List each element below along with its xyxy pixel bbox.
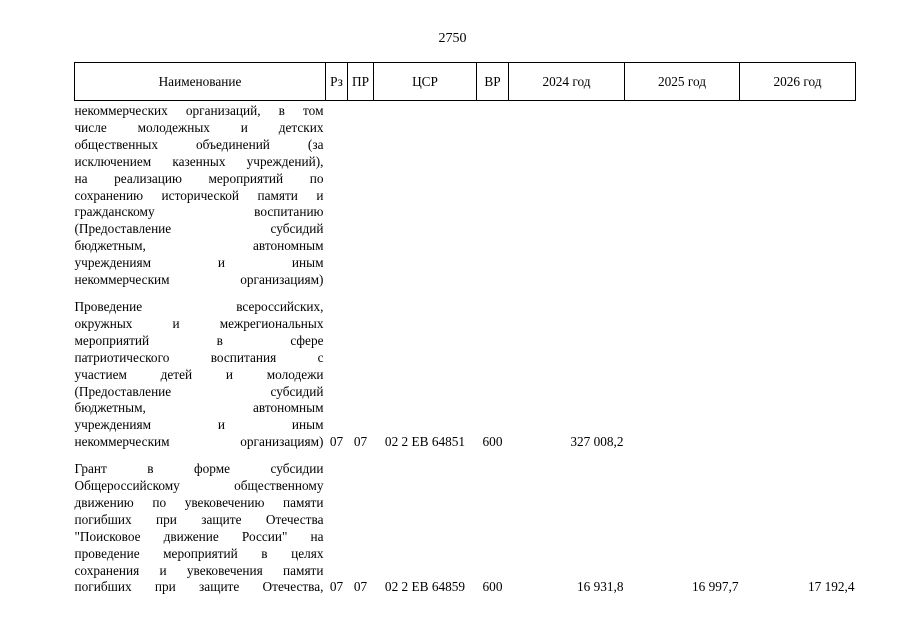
- header-csr: ЦСР: [374, 63, 477, 101]
- row-2025: [625, 289, 740, 451]
- name-line: гражданскому воспитанию: [74, 204, 324, 220]
- name-line: (Предоставление субсидий: [74, 383, 324, 399]
- row-name: [75, 101, 326, 289]
- name-line: "Поисковое движение России" на: [74, 528, 324, 544]
- name-line: числе молодежных и детских: [74, 119, 324, 135]
- name-line: проведение мероприятий в целях: [74, 545, 324, 561]
- row-pr: 07: [353, 579, 368, 595]
- name-line: некоммерческим организациям): [74, 434, 324, 450]
- header-2024: 2024 год: [509, 63, 625, 101]
- name-line: Общероссийскому общественному: [74, 478, 324, 494]
- header-pr: ПР: [348, 63, 374, 101]
- name-line: на реализацию мероприятий по: [74, 170, 324, 186]
- budget-table: [74, 62, 856, 596]
- name-line: (Предоставление субсидий: [74, 221, 324, 237]
- name-line: сохранению исторической памяти и: [74, 187, 324, 203]
- name-line: патриотического воспитания с: [74, 349, 324, 365]
- row-pr: 07: [353, 434, 368, 450]
- name-line: окружных и межрегиональных: [74, 315, 324, 331]
- header-name: Наименование: [75, 63, 326, 101]
- table-row: [75, 101, 856, 289]
- page-number: 2750: [438, 31, 467, 46]
- name-line: погибших при защите Отечества: [74, 511, 324, 527]
- table-row: [75, 289, 856, 451]
- row-rz: [326, 101, 348, 289]
- name-line: исключением казенных учреждений),: [74, 153, 324, 169]
- row-2026: 17 192,4: [807, 579, 855, 595]
- header-2025: 2025 год: [625, 63, 740, 101]
- table-row: [75, 451, 856, 596]
- row-2025: [625, 101, 740, 289]
- row-2024: 16 931,8: [576, 579, 624, 595]
- header-rz: Рз: [326, 63, 348, 101]
- row-pr: [348, 101, 374, 289]
- row-2026: [740, 101, 856, 289]
- name-line: Грант в форме субсидии: [74, 461, 324, 477]
- row-vr: [477, 101, 509, 289]
- row-vr: 600: [482, 579, 503, 595]
- row-rz: 07: [329, 579, 344, 595]
- row-vr: 600: [482, 434, 503, 450]
- name-line: Проведение всероссийских,: [74, 298, 324, 314]
- row-name: [75, 451, 326, 596]
- name-line: сохранения и увековечения памяти: [74, 562, 324, 578]
- row-csr: [374, 101, 477, 289]
- name-line: движению по увековечению памяти: [74, 494, 324, 510]
- header-2026: 2026 год: [740, 63, 856, 101]
- name-line: некоммерческим организациям): [74, 272, 324, 288]
- row-csr: 02 2 ЕВ 64859: [384, 579, 466, 595]
- header-vr: ВР: [477, 63, 509, 101]
- name-line: учреждениям и иным: [74, 417, 324, 433]
- name-line: учреждениям и иным: [74, 255, 324, 271]
- name-line: бюджетным, автономным: [74, 238, 324, 254]
- name-line: погибших при защите Отечества,: [74, 579, 324, 595]
- table-header-row: [75, 63, 856, 101]
- row-2025: 16 997,7: [691, 579, 739, 595]
- name-line: бюджетным, автономным: [74, 400, 324, 416]
- row-csr: 02 2 ЕВ 64851: [384, 434, 466, 450]
- row-name: [75, 289, 326, 451]
- name-line: общественных объединений (за: [74, 136, 324, 152]
- row-rz: 07: [329, 434, 344, 450]
- row-2026: [740, 289, 856, 451]
- name-line: мероприятий в сфере: [74, 332, 324, 348]
- row-2024: 327 008,2: [570, 434, 624, 450]
- name-line: некоммерческих организаций, в том: [74, 103, 324, 118]
- row-2024: [509, 101, 625, 289]
- name-line: участием детей и молодежи: [74, 366, 324, 382]
